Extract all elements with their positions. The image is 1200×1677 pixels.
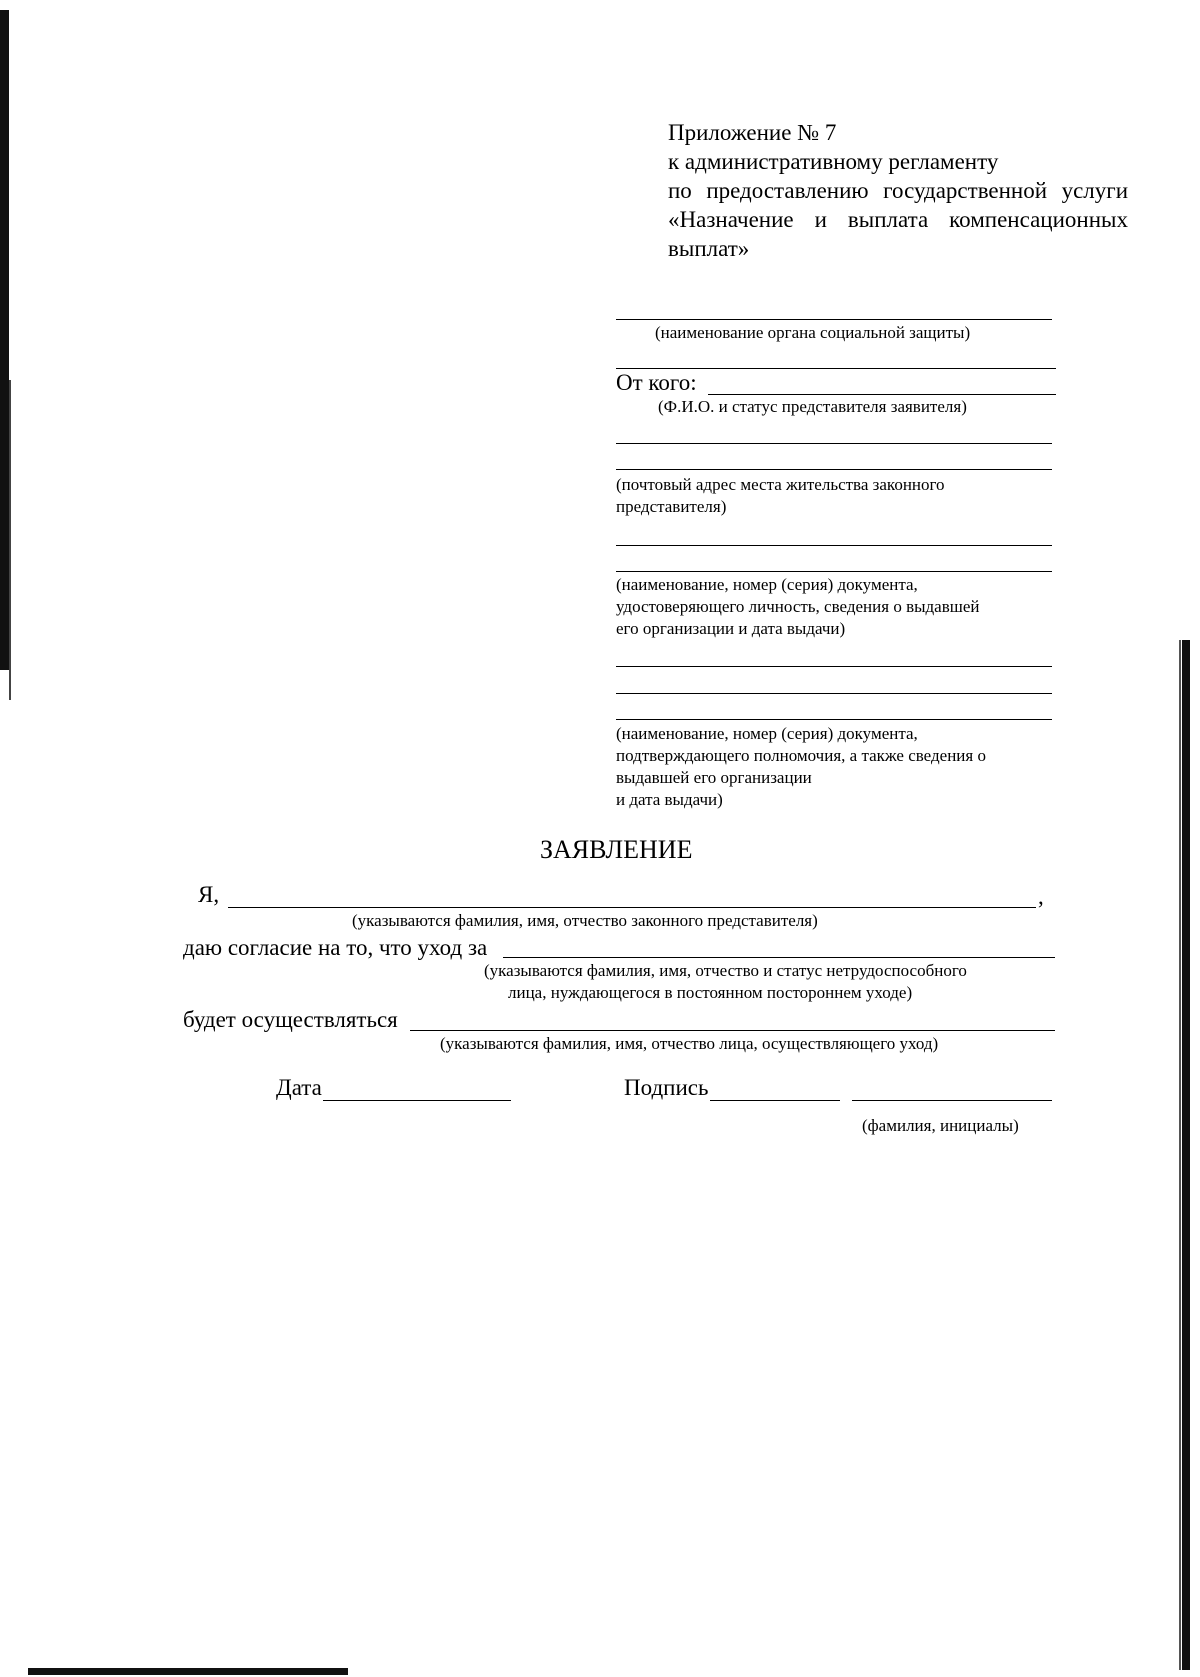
scan-edge-left-inner: [9, 380, 11, 700]
care-recipient-field[interactable]: [503, 957, 1055, 958]
date-label: Дата: [276, 1075, 322, 1100]
id-doc-caption-line-2: удостоверяющего личность, сведения о выдавшей: [616, 597, 980, 616]
authority-field-line-2[interactable]: [616, 693, 1052, 694]
consent-label: даю согласие на то, что уход за: [183, 935, 488, 960]
from-label: От кого:: [616, 370, 697, 395]
id-doc-field-line-2[interactable]: [616, 571, 1052, 572]
id-doc-caption-line-1: (наименование, номер (серия) документа,: [616, 575, 918, 594]
authority-caption-line-4: и дата выдачи): [616, 790, 723, 809]
signer-name-caption: (фамилия, инициалы): [862, 1116, 1019, 1135]
carer-field[interactable]: [410, 1030, 1055, 1031]
from-field[interactable]: [708, 394, 1056, 395]
authority-field-line-1[interactable]: [616, 666, 1052, 667]
care-recipient-caption-line-1: (указываются фамилия, имя, отчество и статус нетрудоспособного: [484, 961, 967, 980]
organ-caption: (наименование органа социальной защиты): [655, 323, 971, 342]
authority-caption-line-1: (наименование, номер (серия) документа,: [616, 724, 918, 743]
address-caption-line-2: представителя): [616, 497, 727, 516]
appendix-header: [668, 118, 1128, 263]
representative-caption: (указываются фамилия, имя, отчество законного представителя): [352, 911, 818, 930]
scan-edge-right-inner: [1179, 640, 1181, 1670]
signature-field[interactable]: [710, 1100, 840, 1101]
trailing-comma: ,: [1038, 884, 1044, 909]
care-recipient-caption-line-2: лица, нуждающегося в постоянном постороннем уходе): [508, 983, 913, 1002]
appendix-service-name: «Назначение и выплата компенсационных: [668, 207, 1128, 232]
authority-caption-line-3: выдавшей его организации: [616, 768, 812, 787]
appendix-service: по предоставлению государственной услуги: [668, 178, 1128, 203]
organ-field[interactable]: [616, 319, 1052, 320]
signature-label: Подпись: [624, 1075, 709, 1100]
i-label: Я,: [198, 882, 220, 907]
representative-name-field[interactable]: [228, 907, 1036, 908]
document-title: ЗАЯВЛЕНИЕ: [540, 835, 693, 864]
id-doc-field-line-1[interactable]: [616, 545, 1052, 546]
address-caption-line-1: (почтовый адрес места жительства законного: [616, 475, 945, 494]
address-field-line-1[interactable]: [616, 443, 1052, 444]
carer-label: будет осуществляться: [183, 1007, 398, 1032]
carer-caption: (указываются фамилия, имя, отчество лица, осуществляющего уход): [440, 1034, 939, 1053]
fio-caption: (Ф.И.О. и статус представителя заявителя): [658, 397, 967, 416]
signer-name-field[interactable]: [852, 1100, 1052, 1101]
scan-edge-right: [1182, 640, 1190, 1670]
date-field[interactable]: [323, 1100, 511, 1101]
address-field-line-2[interactable]: [616, 469, 1052, 470]
authority-caption-line-2: подтверждающего полномочия, а также сведения о: [616, 746, 986, 765]
organ-field-line-2[interactable]: [616, 368, 1056, 369]
appendix-number: Приложение № 7: [668, 120, 837, 145]
appendix-regulation: к административному регламенту: [668, 149, 999, 174]
authority-field-line-3[interactable]: [616, 719, 1052, 720]
appendix-service-name-end: выплат»: [668, 236, 750, 261]
id-doc-caption-line-3: его организации и дата выдачи): [616, 619, 846, 638]
scan-edge-bottom: [28, 1668, 348, 1675]
scan-edge-left: [0, 10, 9, 670]
